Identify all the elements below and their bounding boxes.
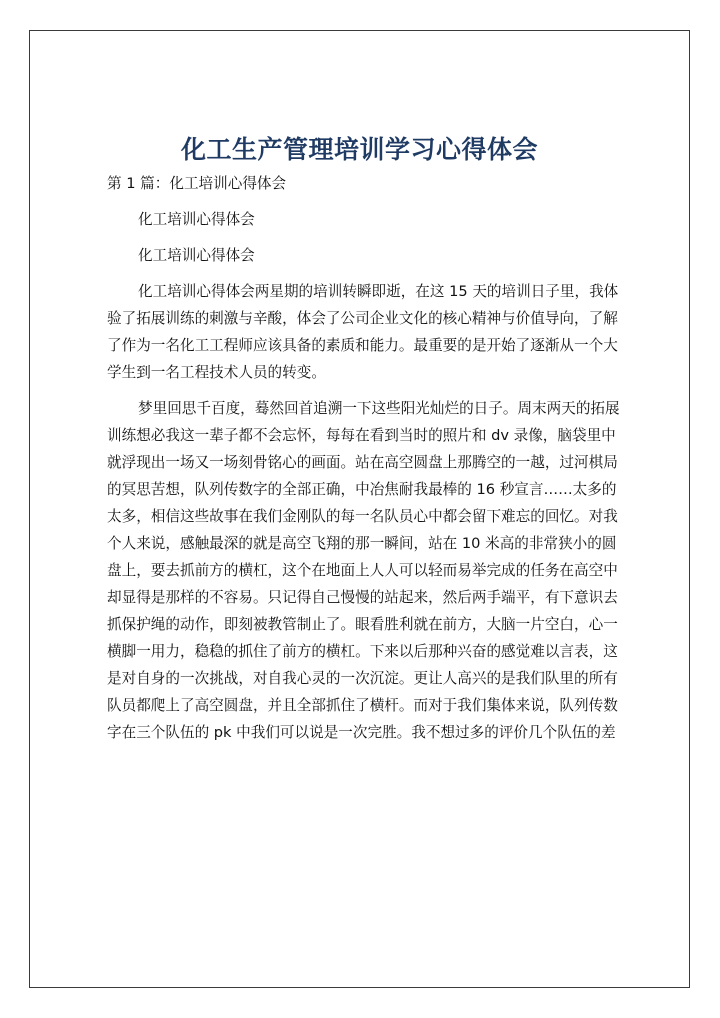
paragraph-line: 是对自身的一次挑战，对自我心灵的一次沉淀。更让人高兴的是我们队里的所有 bbox=[107, 670, 618, 687]
paragraph-line: 就浮现出一场又一场刻骨铭心的画面。站在高空圆盘上那腾空的一越，过河棋局 bbox=[107, 454, 618, 471]
paragraph-line: 梦里回思千百度，蓦然回首追溯一下这些阳光灿烂的日子。周末两天的拓展 bbox=[138, 400, 620, 417]
chapter-heading: 第 1 篇：化工培训心得体会 bbox=[107, 175, 287, 192]
paragraph-line: 抓保护绳的动作，即刻被教管制止了。眼看胜利就在前方，大脑一片空白，心一 bbox=[107, 616, 618, 633]
document-title: 化工生产管理培训学习心得体会 bbox=[180, 135, 538, 164]
paragraph-line: 训练想必我这一辈子都不会忘怀，每每在看到当时的照片和 dv 录像，脑袋里中 bbox=[107, 427, 616, 444]
paragraph-line: 验了拓展训练的刺激与辛酸，体会了公司企业文化的核心精神与价值导向，了解 bbox=[107, 310, 618, 327]
subheading: 化工培训心得体会 bbox=[138, 211, 255, 228]
paragraph-line: 个人来说，感触最深的就是高空飞翔的那一瞬间，站在 10 米高的非常狭小的圆 bbox=[107, 535, 617, 552]
paragraph-line: 的冥思苦想，队列传数字的全部正确，中冶焦耐我最棒的 16 秒宣言……太多的 bbox=[107, 481, 617, 498]
paragraph bbox=[107, 395, 620, 746]
paragraph-line: 队员都爬上了高空圆盘，并且全部抓住了横杆。而对于我们集体来说，队列传数 bbox=[107, 697, 618, 714]
paragraph-line: 横脚一用力，稳稳的抓住了前方的横杠。下来以后那种兴奋的感觉难以言表，这 bbox=[107, 643, 618, 660]
paragraph-line: 字在三个队伍的 pk 中我们可以说是一次完胜。我不想过多的评价几个队伍的差 bbox=[107, 724, 616, 741]
subheading: 化工培训心得体会 bbox=[138, 247, 255, 264]
document-body bbox=[107, 170, 620, 755]
paragraph-line: 化工培训心得体会两星期的培训转瞬即逝，在这 15 天的培训日子里，我体 bbox=[138, 283, 619, 300]
paragraph-line: 太多，相信这些故事在我们金刚队的每一名队员心中都会留下难忘的回忆。对我 bbox=[107, 508, 618, 525]
paragraph-line: 盘上，要去抓前方的横杠，这个在地面上人人可以轻而易举完成的任务在高空中 bbox=[107, 562, 618, 579]
paragraph-line: 了作为一名化工工程师应该具备的素质和能力。最重要的是开始了逐渐从一个大 bbox=[107, 337, 618, 354]
paragraph-line: 却显得是那样的不容易。只记得自己慢慢的站起来，然后两手端平，有下意识去 bbox=[107, 589, 618, 606]
paragraph-line: 学生到一名工程技术人员的转变。 bbox=[107, 364, 326, 381]
paragraph bbox=[107, 278, 619, 386]
